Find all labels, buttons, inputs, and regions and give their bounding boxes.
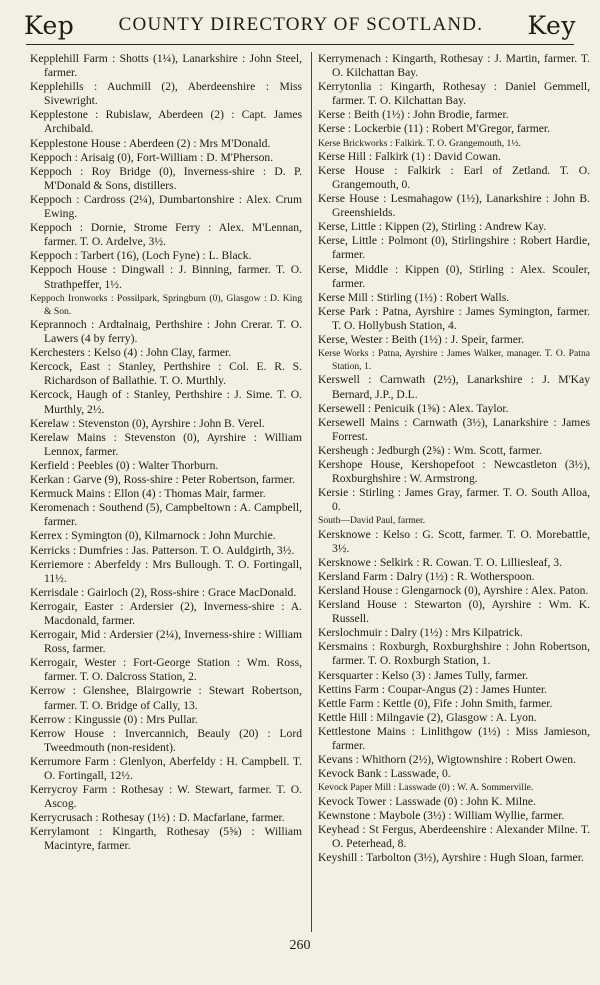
directory-entry: Kepplehills : Auchmill (2), Aberdeenshire : Miss Sivewright. [30,80,302,108]
directory-entry: Kerrymenach : Kingarth, Rothesay : J. Martin, farmer. T. O. Kilchattan Bay. [318,52,590,80]
header-right-word: Key [527,10,576,40]
directory-entry: Kerrow : Kingussie (0) : Mrs Pullar. [30,712,198,726]
directory-entry: Kerse Works : Patna, Ayrshire : James Walker, manager. T. O. Patna Station, 1. [318,348,590,373]
directory-entry: Kerse Mill : Stirling (1½) : Robert Walls. [318,290,510,304]
directory-entry: Kersland House : Glengarnock (0), Ayrshire : Alex. Paton. [318,584,589,597]
directory-entry: Kerse Park : Patna, Ayrshire : James Symington, farmer. T. O. Hollybush Station, 4. [318,304,590,332]
directory-entry: Keppoch : Arisaig (0), Fort-William : D. M'Pherson. [30,150,274,164]
directory-entry: Keppoch Ironworks : Possilpark, Springburn (0), Glasgow : D. King & Son. [30,292,302,317]
directory-entry: Kerse House : Lesmahagow (1½), Lanarkshire : John B. Greenshields. [318,192,590,220]
directory-entry: Keppoch : Roy Bridge (0), Inverness-shire : D. P. M'Donald & Sons, distillers. [30,164,302,192]
directory-entry: Kerrogair, Wester : Fort-George Station : Wm. Ross, farmer. T. O. Dalcross Station, 2. [30,656,302,684]
directory-entry: Keromenach : Southend (5), Campbeltown : A. Campbell, farmer. [30,501,302,529]
directory-entry: Kerse, Little : Polmont (0), Stirlingshire : Robert Hardie, farmer. [318,234,590,262]
directory-entry: Kerrumore Farm : Glenlyon, Aberfeldy : H. Campbell. T. O. Fortingall, 12½. [30,754,302,782]
directory-entry: Kerrycrusach : Rothesay (1½) : D. Macfarlane, farmer. [30,811,285,825]
directory-entry: Kerrytonlia : Kingarth, Rothesay : Daniel Gemmell, farmer. T. O. Kilchattan Bay. [318,80,590,108]
directory-entry: Kerrycroy Farm : Rothesay : W. Stewart, farmer. T. O. Ascog. [30,783,302,811]
directory-entry: Kerrogair, Mid : Ardersier (2¼), Inverness-shire : William Ross, farmer. [30,628,302,656]
directory-entry: Kerrow : Glenshee, Blairgowrie : Stewart Robertson, farmer. T. O. Bridge of Cally, 13. [30,684,302,712]
directory-entry: Kerslochmuir : Dalry (1½) : Mrs Kilpatrick. [318,626,523,640]
directory-entry: Kevock Tower : Lasswade (0) : John K. Milne. [318,794,536,808]
directory-entry: Kevans : Whithorn (2½), Wigtownshire : Robert Owen. [318,753,576,767]
directory-entry: Kettins Farm : Coupar-Angus (2) : James Hunter. [318,682,548,696]
header-title: COUNTY DIRECTORY OF SCOTLAND. [118,14,484,35]
directory-entry: Kevock Bank : Lasswade, 0. [318,767,451,781]
directory-entry: Kercock, East : Stanley, Perthshire : Col. E. R. S. Richardson of Ballathie. T. O. Murthly. [30,360,302,388]
directory-entry: Kepplestone House : Aberdeen (2) : Mrs M'Donald. [30,136,271,150]
directory-entry: Kerkan : Garve (9), Ross-shire : Peter Robertson, farmer. [30,473,295,487]
directory-entry: Kerriemore : Aberfeldy : Mrs Bullough. T. O. Fortingall, 11½. [30,557,302,585]
directory-entry: Kermuck Mains : Ellon (4) : Thomas Mair, farmer. [30,487,266,501]
directory-entry: Keppoch : Tarbert (16), (Loch Fyne) : L. Black. [30,249,252,263]
directory-entry: Kercock, Haugh of : Stanley, Perthshire : J. Sime. T. O. Murthly, 2½. [30,388,302,416]
directory-entry: Kersewell : Penicuik (1⅝) : Alex. Taylor. [318,401,509,415]
directory-entry: Kersland House : Stewarton (0), Ayrshire : Wm. K. Russell. [318,598,590,626]
directory-entry: Keprannoch : Ardtalnaig, Perthshire : John Crerar. T. O. Lawers (4 by ferry). [30,318,302,346]
directory-entry: Kettle Farm : Kettle (0), Fife : John Smith, farmer. [318,696,553,710]
directory-entry: Kerse, Wester : Beith (1½) : J. Speir, farmer. [318,332,525,346]
directory-entry: Keppoch : Dornie, Strome Ferry : Alex. M'Lennan, farmer. T. O. Ardelve, 3½. [30,221,302,249]
directory-entry: Kepplestone : Rubislaw, Aberdeen (2) : Capt. James Archibald. [30,108,302,136]
directory-entry: Kerse, Middle : Kippen (0), Stirling : Alex. Scouler, farmer. [318,262,590,290]
directory-entry: Kerchesters : Kelso (4) : John Clay, farmer. [30,346,232,360]
directory-entry: Kerse, Little : Kippen (2), Stirling : Andrew Kay. [318,220,547,234]
directory-entry: Kerrogair, Easter : Ardersier (2), Inverness-shire : A. Macdonald, farmer. [30,599,302,627]
directory-entry: Kerse House : Falkirk : Earl of Zetland. T. O. Grangemouth, 0. [318,163,590,191]
directory-entry: Kersewell Mains : Carnwath (3½), Lanarkshire : James Forrest. [318,415,590,443]
directory-entry: Kerfield : Peebles (0) : Walter Thorburn. [30,458,219,472]
right-column [318,52,590,932]
directory-entry: Kersknowe : Kelso : G. Scott, farmer. T. O. Morebattle, 3½. [318,527,590,555]
directory-entry: Kersquarter : Kelso (3) : James Tully, farmer. [318,668,529,682]
directory-entry: Keppoch House : Dingwall : J. Binning, farmer. T. O. Strathpeffer, 1½. [30,263,302,291]
directory-entry: Kerrow House : Invercannich, Beauly (20) : Lord Tweedmouth (non-resident). [30,726,302,754]
directory-entry: Kerelaw : Stevenston (0), Ayrshire : John B. Verel. [30,416,265,430]
directory-entry: Kersland Farm : Dalry (1½) : R. Wotherspoon. [318,569,535,583]
directory-entry: Kerswell : Carnwath (2½), Lanarkshire : J. M'Kay Bernard, J.P., D.L. [318,373,590,401]
directory-entry: Kettlestone Mains : Linlithgow (1½) : Miss Jamieson, farmer. [318,724,590,753]
directory-entry: Kevock Paper Mill : Lasswade (0) : W. A. Sommerville. [318,782,534,794]
directory-entry: Kerelaw Mains : Stevenston (0), Ayrshire : William Lennox, farmer. [30,430,302,458]
directory-entry: Keppoch : Cardross (2¼), Dumbartonshire : Alex. Crum Ewing. [30,192,302,221]
header-rule [26,44,574,45]
directory-entry: Kewnstone : Maybole (3½) : William Wyllie, farmer. [318,808,565,822]
column-divider [311,52,312,932]
directory-entry: Kerse Brickworks : Falkirk. T. O. Grangemouth, 1½. [318,137,521,149]
directory-entry: Kerrisdale : Gairloch (2), Ross-shire : Grace MacDonald. [30,585,297,599]
page-number: 260 [289,938,311,953]
directory-entry: Kerse : Beith (1½) : John Brodie, farmer. [318,108,509,122]
directory-entry: Keyhead : St Fergus, Aberdeenshire : Alexander Milne. T. O. Peterhead, 8. [318,822,590,850]
directory-entry: Keyshill : Tarbolton (3½), Ayrshire : Hugh Sloan, farmer. [318,850,584,864]
directory-entry: Kerrex : Symington (0), Kilmarnock : John Murchie. [30,529,276,543]
directory-entry: Kepplehill Farm : Shotts (1¼), Lanarkshire : John Steel, farmer. [30,52,302,80]
directory-entry: Kersmains : Roxburgh, Roxburghshire : John Robertson, farmer. T. O. Roxburgh Station, 1. [318,640,590,668]
header-left-word: Kep [24,10,75,40]
directory-entry: Kersheugh : Jedburgh (2⅝) : Wm. Scott, farmer. [318,443,542,457]
directory-entry: Kerse : Lockerbie (11) : Robert M'Gregor, farmer. [318,122,551,136]
directory-entry: Kershope House, Kershopefoot : Newcastleton (3½), Roxburghshire : W. Armstrong. [318,458,590,486]
directory-entry: Kerse Hill : Falkirk (1) : David Cowan. [318,149,501,163]
directory-entry: Kerricks : Dumfries : Jas. Patterson. T. O. Auldgirth, 3½. [30,543,295,557]
directory-entry: Kersie : Stirling : James Gray, farmer. T. O. South Alloa, 0. [318,486,590,514]
left-column [30,52,302,932]
directory-entry: Kersknowe : Selkirk : R. Cowan. T. O. Lilliesleaf, 3. [318,555,562,569]
directory-entry: South—David Paul, farmer. [318,515,426,527]
page-header [24,10,576,40]
directory-entry: Kerrylamont : Kingarth, Rothesay (5⅝) : William Macintyre, farmer. [30,825,302,853]
directory-entry: Kettle Hill : Milngavie (2), Glasgow : A. Lyon. [318,710,537,724]
